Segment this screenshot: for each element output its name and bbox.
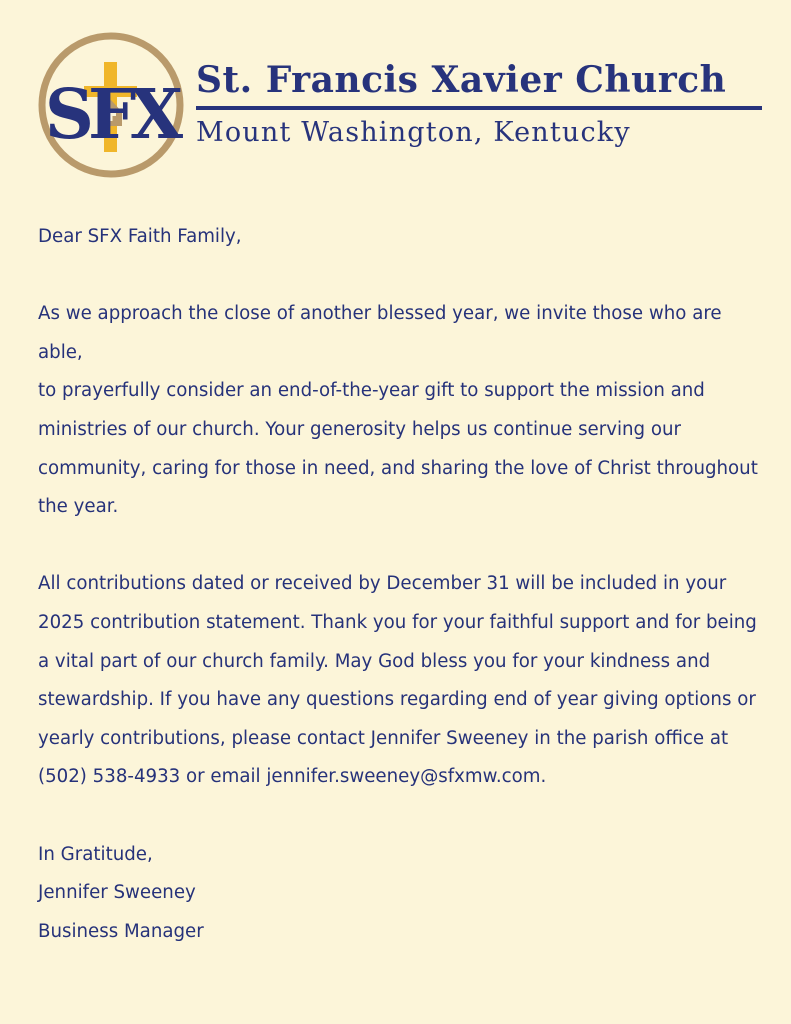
paragraph-line: As we approach the close of another blessed year, we invite those who are able, [38,303,722,363]
church-location: Mount Washington, Kentucky [196,117,631,148]
letterhead [36,30,766,180]
paragraph-line: All contributions dated or received by December 31 will be included in your [38,573,727,595]
letterhead-divider [196,106,762,110]
letterhead-titles [196,58,766,150]
paragraph-line: community, caring for those in need, and sharing the love of Christ throughout [38,457,758,479]
paragraph-line: to prayerfully consider an end-of-the-year gift to support the mission and [38,380,705,402]
paragraph-line: a vital part of our church family. May God bless you for your kindness and [38,650,711,672]
paragraph-gap [38,527,768,566]
paragraph-gap [38,797,768,836]
church-name: St. Francis Xavier Church [196,59,727,101]
paragraph-line: yearly contributions, please contact Jennifer Sweeney in the parish office at [38,727,729,749]
sfx-logo [36,30,186,180]
logo-letters: SFX [44,75,178,155]
paragraph-gap [38,257,768,296]
salutation: Dear SFX Faith Family, [38,226,242,247]
paragraph-line: ministries of our church. Your generosity helps us continue serving our [38,418,682,440]
closing: In Gratitude, [38,843,153,865]
paragraph-line: stewardship. If you have any questions regarding end of year giving options or [38,689,756,711]
paragraph-line: (502) 538-4933 or email jennifer.sweeney@sfxmw.com. [38,766,547,788]
letter-body [38,218,768,951]
paragraph-1 [38,295,768,527]
paragraph-2 [38,565,768,797]
signer-title: Business Manager [38,920,204,942]
paragraph-line: 2025 contribution statement. Thank you for your faithful support and for being [38,611,757,633]
signer-name: Jennifer Sweeney [38,882,196,904]
paragraph-line: the year. [38,496,119,518]
